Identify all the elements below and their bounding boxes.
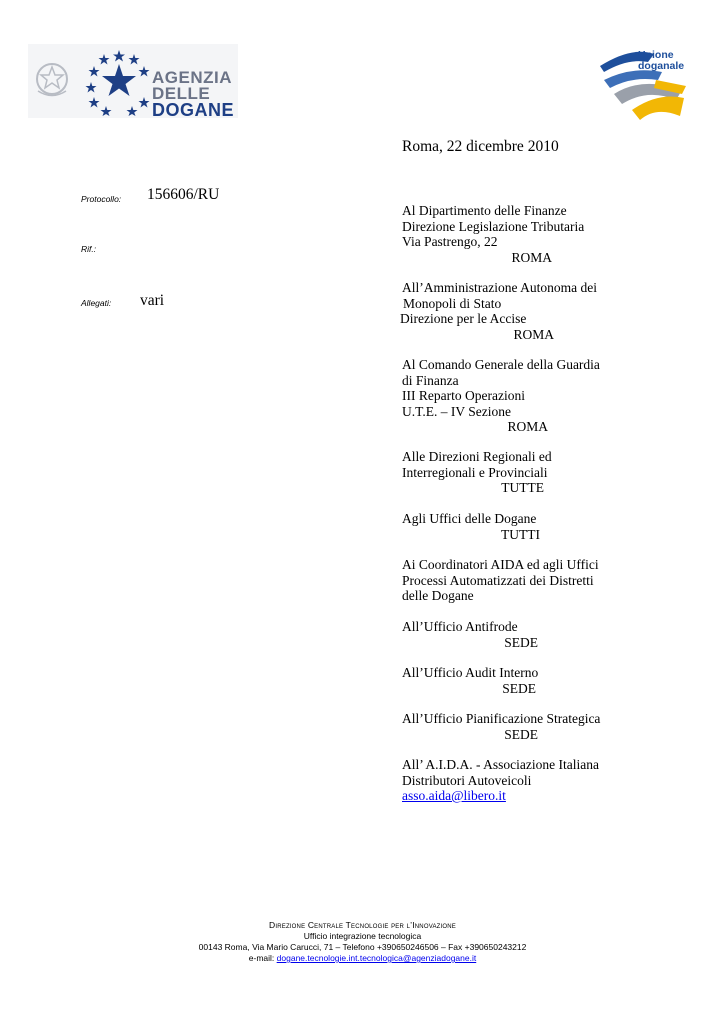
recipient-line: Monopoli di Stato <box>403 295 502 311</box>
recipient-block-3 <box>402 357 600 435</box>
recipient-line: Direzione Legislazione Tributaria <box>402 218 585 234</box>
recipient-line: delle Dogane <box>402 588 474 603</box>
recipient-block-9 <box>402 711 601 742</box>
letter-date: Roma, 22 dicembre 2010 <box>402 138 559 155</box>
protocollo-label: Protocollo: <box>81 194 122 204</box>
recipient-line: All’ A.I.D.A. - Associazione Italiana <box>402 757 599 772</box>
union-logo-line1: Unione <box>638 49 674 61</box>
footer-email-line <box>0 953 725 964</box>
recipient-line: All’Ufficio Pianificazione Strategica <box>402 711 601 726</box>
footer-address: 00143 Roma, Via Mario Carucci, 71 – Telefono +390650246506 – Fax +390650243212 <box>198 942 527 952</box>
protocollo-value: 156606/RU <box>147 186 220 203</box>
rif-label: Rif.: <box>81 244 97 254</box>
recipient-block-4 <box>402 449 552 496</box>
recipient-line: Distributori Autoveicoli <box>402 772 532 788</box>
recipient-city: TUTTE <box>501 480 544 495</box>
recipient-line: Via Pastrengo, 22 <box>402 234 498 249</box>
recipient-city: ROMA <box>507 419 548 434</box>
recipient-block-6 <box>402 557 612 604</box>
footer-email-label: e-mail: <box>248 953 275 963</box>
recipient-line: Interregionali e Provinciali <box>402 464 548 480</box>
recipient-line: di Finanza <box>402 372 459 388</box>
recipient-block-2 <box>400 280 597 342</box>
allegati-label: Allegati: <box>81 298 112 308</box>
recipient-line: Al Dipartimento delle Finanze <box>402 203 567 218</box>
agency-logo-line3: DOGANE <box>152 100 235 120</box>
eu-stars-icon <box>84 46 154 116</box>
recipient-block-5 <box>402 511 540 542</box>
letter-footer <box>0 920 725 964</box>
recipient-block-1 <box>402 203 585 265</box>
recipient-line: All’Amministrazione Autonoma dei <box>402 280 597 295</box>
recipient-line: Direzione per le Accise <box>400 311 527 326</box>
recipient-line: Agli Uffici delle Dogane <box>402 511 537 526</box>
union-logo <box>592 36 692 120</box>
aida-email-link[interactable]: asso.aida@libero.it <box>402 788 506 803</box>
recipient-line: U.T.E. – IV Sezione <box>402 403 511 419</box>
recipient-line: All’Ufficio Antifrode <box>402 619 518 634</box>
agency-logo-line1: AGENZIA <box>152 68 232 87</box>
recipient-city: ROMA <box>511 249 552 265</box>
footer-email-link[interactable]: dogane.tecnologie.int.tecnologica@agenziadogane.it <box>276 953 477 963</box>
recipient-city: ROMA <box>513 326 554 342</box>
recipient-city: TUTTI <box>501 526 540 542</box>
agency-logo-line2: DELLE <box>152 84 211 103</box>
republic-emblem-icon <box>32 58 72 100</box>
recipient-block-10 <box>402 757 622 804</box>
recipient-city: SEDE <box>504 634 538 650</box>
recipient-line: Ai Coordinatori AIDA ed agli Uffici <box>402 557 599 572</box>
recipient-line: Alle Direzioni Regionali ed <box>402 449 552 464</box>
recipient-city: SEDE <box>504 726 538 742</box>
footer-office: Ufficio integrazione tecnologica <box>303 931 422 941</box>
recipient-block-7 <box>402 619 538 650</box>
union-logo-line2: doganale <box>638 60 685 72</box>
recipient-block-8 <box>402 665 539 696</box>
recipient-city: SEDE <box>502 680 536 696</box>
recipient-line: Al Comando Generale della Guardia <box>402 357 600 372</box>
recipient-line: III Reparto Operazioni <box>402 388 525 403</box>
footer-department: Direzione Centrale Tecnologie per l’Innovazione <box>269 920 456 930</box>
agency-logo <box>28 44 238 118</box>
recipient-line: Processi Automatizzati dei Distretti <box>402 572 594 588</box>
allegati-value: vari <box>140 292 165 309</box>
recipient-line: All’Ufficio Audit Interno <box>402 665 539 680</box>
